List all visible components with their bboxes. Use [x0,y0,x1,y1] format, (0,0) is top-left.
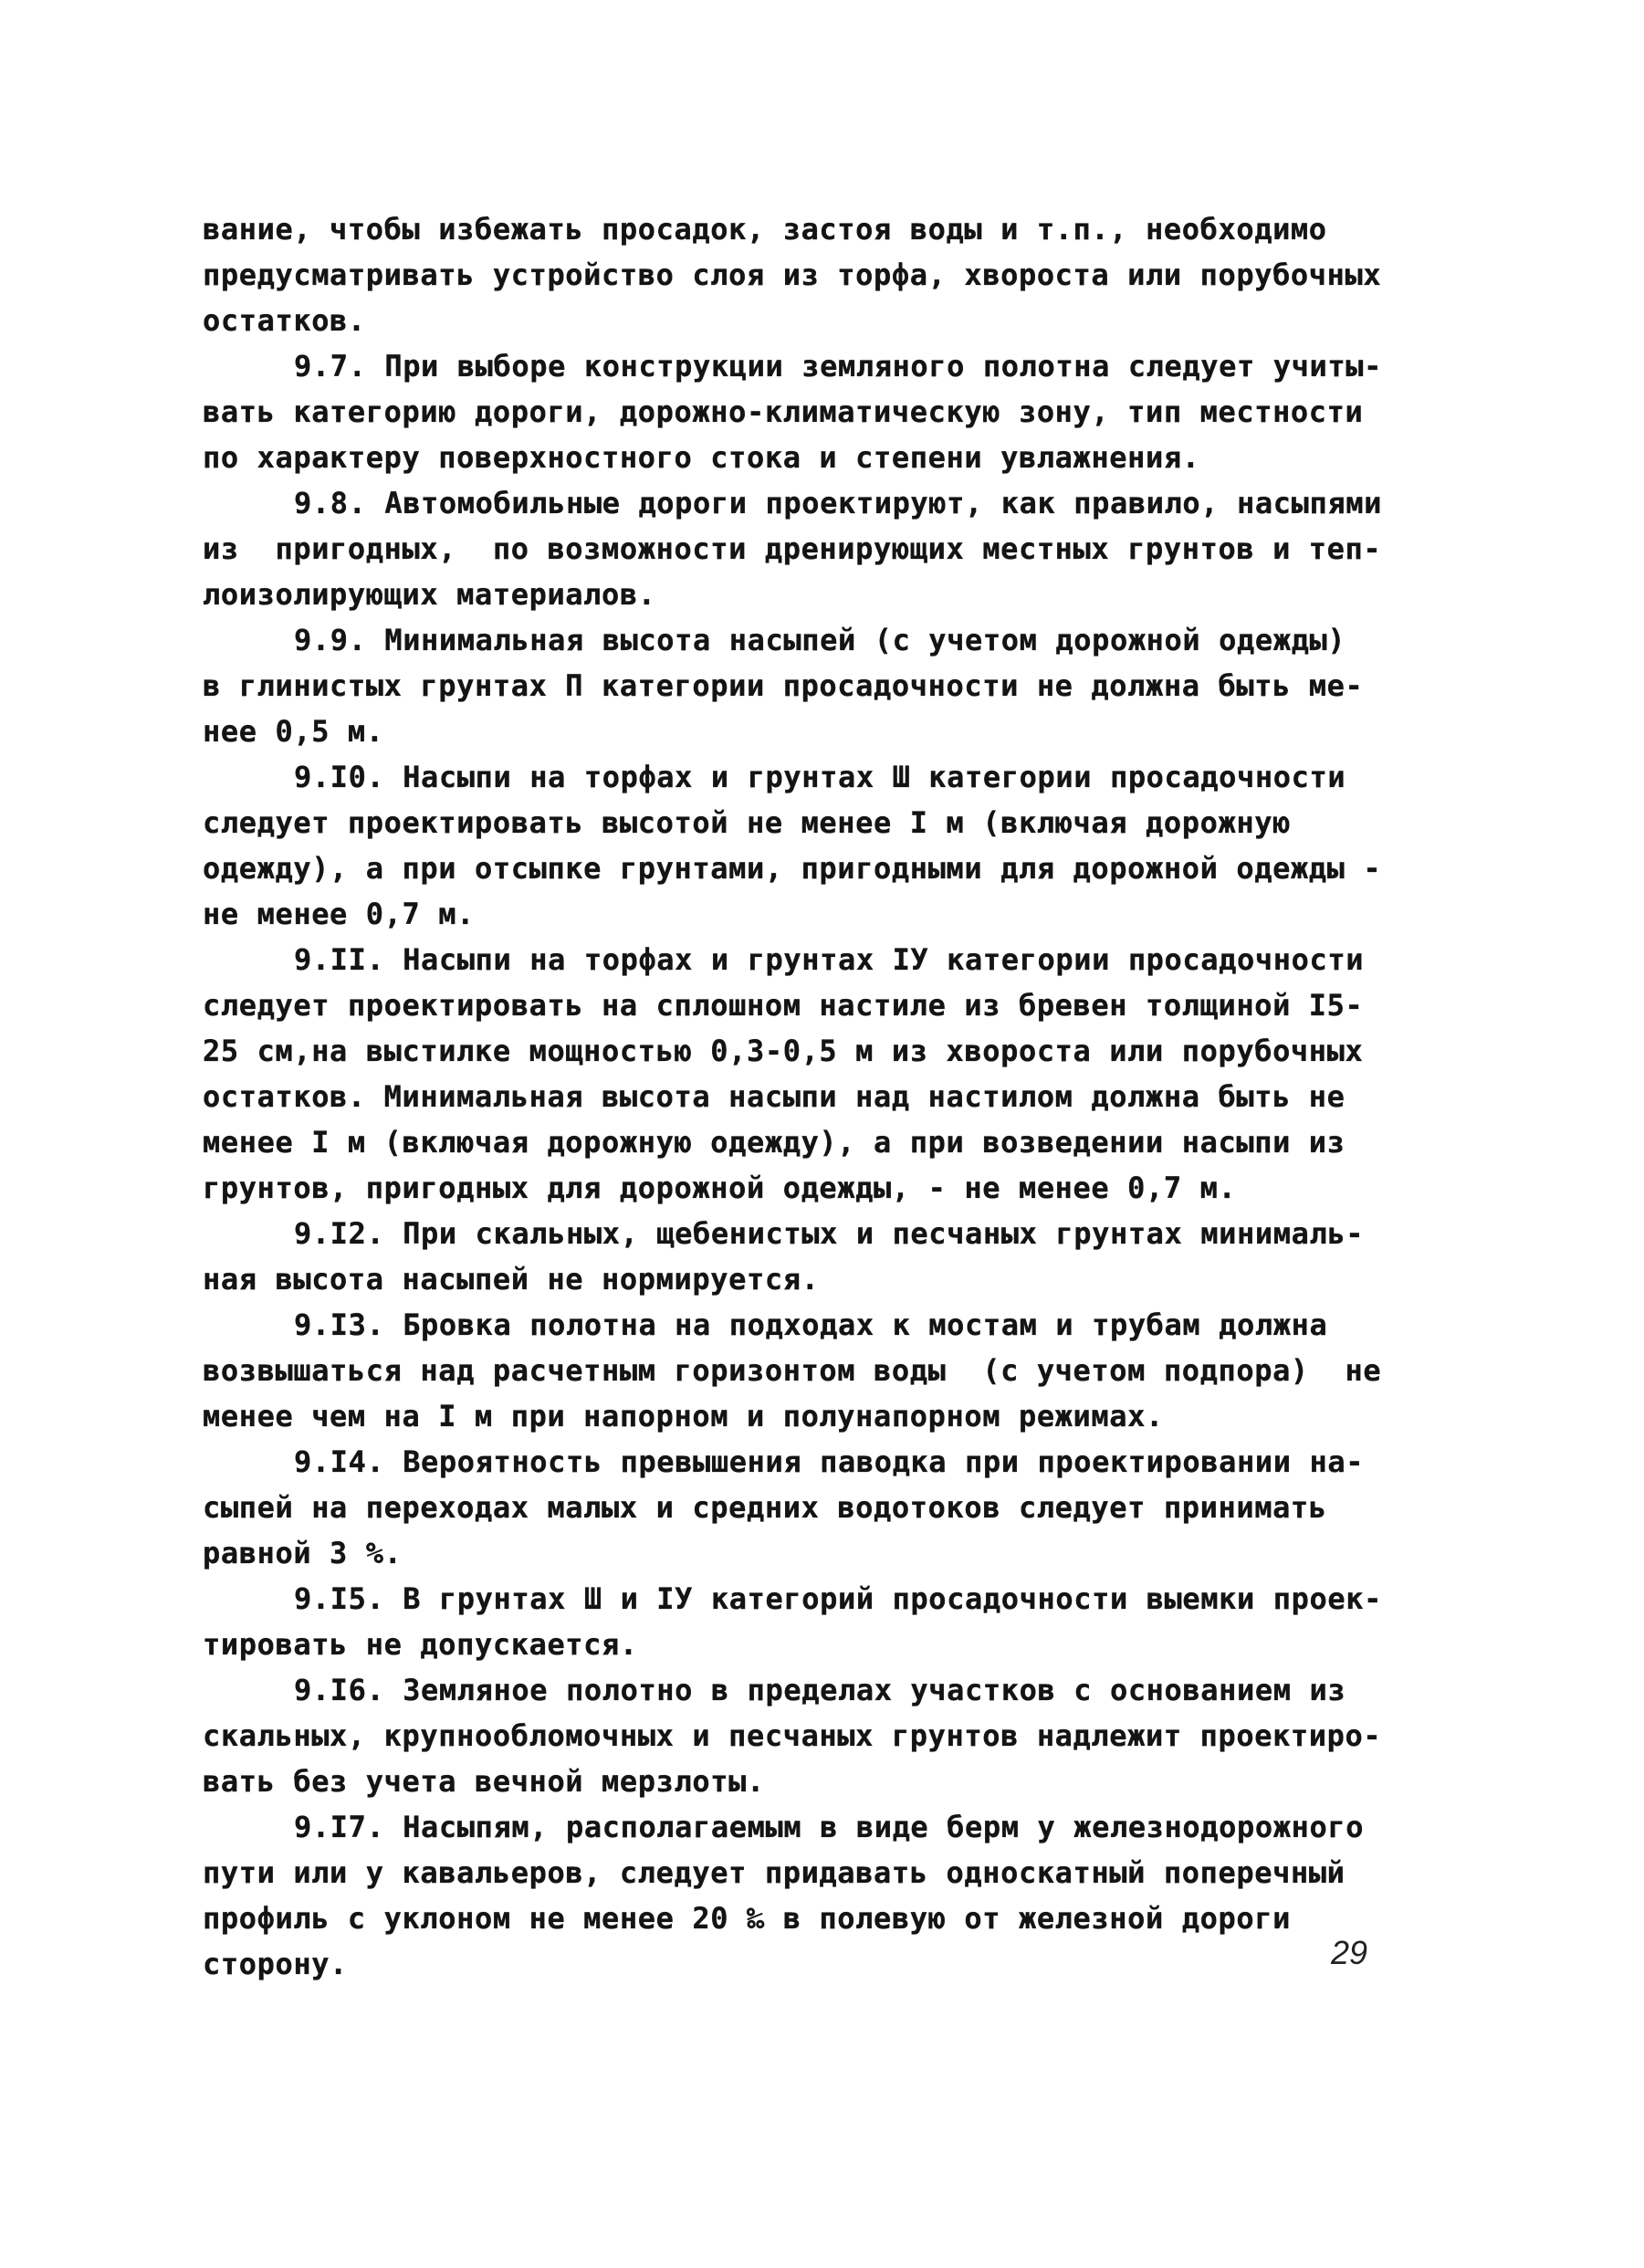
text-line: сыпей на переходах малых и средних водотоков следует принимать [203,1490,1327,1525]
paragraph-start-line: 9.9. Минимальная высота насыпей (с учетом дорожной одежды) [294,623,1346,657]
text-line: следует проектировать на сплошном настиле из бревен толщиной I5- [203,988,1364,1023]
paragraph-start-line: 9.II. Насыпи на торфах и грунтах IУ категории просадочности [294,942,1365,977]
text-line: равной 3 %. [203,1536,403,1570]
text-line: тировать не допускается. [203,1627,638,1662]
text-line: остатков. [203,303,366,338]
text-line: в глинистых грунтах П категории просадочности не должна быть ме- [203,668,1364,703]
paragraph-start-line: 9.I5. В грунтах Ш и IУ категорий просадочности выемки проек- [294,1581,1382,1616]
text-line: ная высота насыпей не нормируется. [203,1262,820,1297]
text-line: вать без учета вечной мерзлоты. [203,1764,765,1799]
body-text [203,206,1417,1987]
text-line: не менее 0,7 м. [203,897,475,931]
paragraph-start-line: 9.I6. Земляное полотно в пределах участков с основанием из [294,1673,1346,1707]
text-line: остатков. Минимальная высота насыпи над настилом должна быть не [203,1079,1346,1114]
text-line: профиль с уклоном не менее 20 ‰ в полевую от железной дороги [203,1901,1291,1936]
paragraph-start-line: 9.I2. При скальных, щебенистых и песчаных грунтах минималь- [294,1216,1365,1251]
text-line: по характеру поверхностного стока и степени увлажнения. [203,440,1200,475]
paragraph-start-line: 9.8. Автомобильные дороги проектируют, как правило, насыпями [294,486,1382,520]
text-line: скальных, крупнообломочных и песчаных грунтов надлежит проектиро- [203,1718,1382,1753]
paragraph-start-line: 9.7. При выборе конструкции земляного полотна следует учиты- [294,349,1382,383]
text-line: вание, чтобы избежать просадок, застоя воды и т.п., необходимо [203,212,1327,247]
paragraph-start-line: 9.I0. Насыпи на торфах и грунтах Ш категории просадочности [294,760,1346,794]
paragraph-start-line: 9.I4. Вероятность превышения паводка при проектировании на- [294,1444,1365,1479]
paragraph-start-line: 9.I7. Насыпям, располагаемым в виде берм у железнодорожного [294,1810,1365,1844]
text-line: из пригодных, по возможности дренирующих местных грунтов и теп- [203,531,1382,566]
text-line: пути или у кавальеров, следует придавать односкатный поперечный [203,1855,1346,1890]
page-number: 29 [1331,1934,1368,1971]
text-line: менее I м (включая дорожную одежду), а при возведении насыпи из [203,1125,1346,1160]
text-line: 25 см,на выстилке мощностью 0,3-0,5 м из хвороста или порубочных [203,1034,1364,1068]
text-line: нее 0,5 м. [203,714,384,749]
text-line: сторону. [203,1947,348,1981]
text-line: грунтов, пригодных для дорожной одежды, - не менее 0,7 м. [203,1171,1237,1205]
text-line: вать категорию дороги, дорожно-климатическую зону, тип местности [203,394,1364,429]
text-line: лоизолирующих материалов. [203,577,656,612]
text-line: возвышаться над расчетным горизонтом воды (с учетом подпора) не [203,1353,1382,1388]
text-line: одежду), а при отсыпке грунтами, пригодными для дорожной одежды - [203,851,1382,886]
text-line: следует проектировать высотой не менее I м (включая дорожную [203,805,1291,840]
text-line: предусматривать устройство слоя из торфа, хвороста или порубочных [203,257,1382,292]
paragraph-start-line: 9.I3. Бровка полотна на подходах к мостам и трубам должна [294,1307,1328,1342]
text-line: менее чем на I м при напорном и полунапорном режимах. [203,1399,1164,1433]
